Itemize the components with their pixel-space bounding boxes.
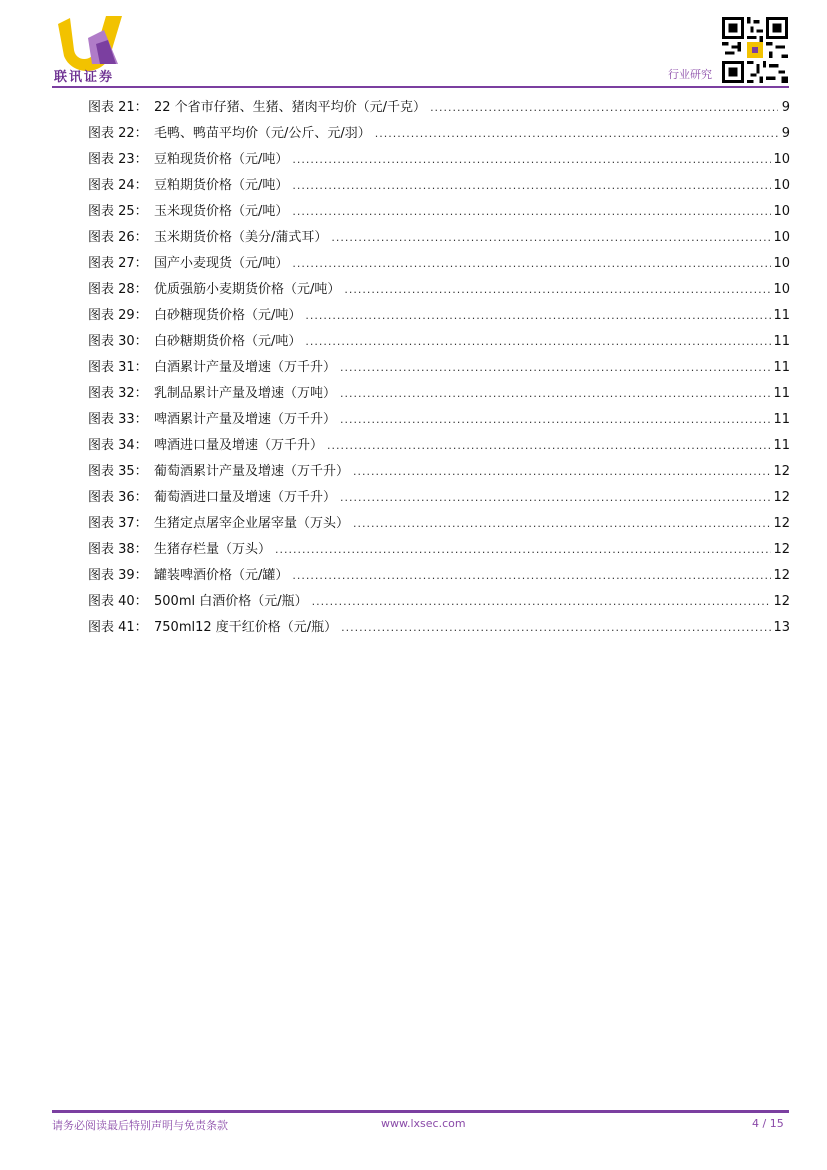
- figure-title: 生猪存栏量（万头）: [154, 542, 272, 557]
- toc-row[interactable]: [88, 514, 790, 540]
- figure-label: 图表 32：: [88, 386, 148, 401]
- page-ref: 10: [773, 204, 790, 219]
- page-ref: 9: [781, 126, 790, 141]
- figure-title: 玉米期货价格（美分/蒲式耳）: [154, 230, 328, 245]
- figure-title: 国产小麦现货（元/吨）: [154, 256, 289, 271]
- figure-label: 图表 25：: [88, 204, 148, 219]
- figure-label: 图表 39：: [88, 568, 148, 583]
- figure-label: 图表 34：: [88, 438, 148, 453]
- figure-label: 图表 35：: [88, 464, 148, 479]
- toc-row[interactable]: [88, 306, 790, 332]
- figure-title: 乳制品累计产量及增速（万吨）: [154, 386, 337, 401]
- figure-label: 图表 40：: [88, 594, 148, 609]
- page-ref: 10: [773, 230, 790, 245]
- page-ref: 11: [773, 412, 790, 427]
- dot-leader: [340, 488, 771, 508]
- figure-title: 优质强筋小麦期货价格（元/吨）: [154, 282, 341, 297]
- dot-leader: [353, 514, 771, 534]
- page-ref: 13: [773, 620, 790, 635]
- page-ref: 9: [781, 100, 790, 115]
- figure-label: 图表 23：: [88, 152, 148, 167]
- dot-leader: [344, 280, 771, 300]
- figure-title: 白酒累计产量及增速（万千升）: [154, 360, 337, 375]
- toc-row[interactable]: [88, 150, 790, 176]
- dot-leader: [292, 202, 771, 222]
- page-ref: 11: [773, 334, 790, 349]
- page-ref: 10: [773, 152, 790, 167]
- toc-row[interactable]: [88, 202, 790, 228]
- toc-row[interactable]: [88, 488, 790, 514]
- figure-title: 啤酒累计产量及增速（万千升）: [154, 412, 337, 427]
- figure-title: 豆粕现货价格（元/吨）: [154, 152, 289, 167]
- dot-leader: [292, 254, 771, 274]
- page-ref: 12: [773, 594, 790, 609]
- dot-leader: [375, 124, 778, 144]
- footer-website-link[interactable]: www.lxsec.com: [381, 1117, 466, 1130]
- figure-label: 图表 26：: [88, 230, 148, 245]
- figure-list: [88, 98, 790, 644]
- figure-label: 图表 28：: [88, 282, 148, 297]
- figure-title: 罐装啤酒价格（元/罐）: [154, 568, 289, 583]
- toc-row[interactable]: [88, 358, 790, 384]
- toc-row[interactable]: [88, 566, 790, 592]
- toc-row[interactable]: [88, 384, 790, 410]
- dot-leader: [305, 306, 771, 326]
- section-label: 行业研究: [668, 68, 712, 81]
- page-ref: 12: [773, 516, 790, 531]
- toc-row[interactable]: [88, 332, 790, 358]
- toc-row[interactable]: [88, 436, 790, 462]
- figure-label: 图表 22：: [88, 126, 148, 141]
- qr-code-icon: [722, 17, 788, 83]
- toc-row[interactable]: [88, 98, 790, 124]
- figure-label: 图表 24：: [88, 178, 148, 193]
- page-ref: 10: [773, 282, 790, 297]
- figure-title: 生猪定点屠宰企业屠宰量（万头）: [154, 516, 350, 531]
- page-ref: 11: [773, 386, 790, 401]
- page-ref: 11: [773, 360, 790, 375]
- figure-label: 图表 31：: [88, 360, 148, 375]
- dot-leader: [292, 566, 771, 586]
- figure-label: 图表 36：: [88, 490, 148, 505]
- toc-row[interactable]: [88, 228, 790, 254]
- toc-row[interactable]: [88, 462, 790, 488]
- toc-row[interactable]: [88, 124, 790, 150]
- dot-leader: [331, 228, 771, 248]
- dot-leader: [430, 98, 778, 118]
- dot-leader: [305, 332, 771, 352]
- figure-title: 750ml12 度干红价格（元/瓶）: [154, 620, 338, 635]
- figure-label: 图表 41：: [88, 620, 148, 635]
- dot-leader: [340, 384, 771, 404]
- dot-leader: [327, 436, 771, 456]
- logo-text: 联讯证券: [54, 70, 115, 85]
- figure-title: 毛鸭、鸭苗平均价（元/公斤、元/羽）: [154, 126, 371, 141]
- dot-leader: [312, 592, 772, 612]
- page-ref: 12: [773, 568, 790, 583]
- page-ref: 11: [773, 438, 790, 453]
- toc-row[interactable]: [88, 176, 790, 202]
- dot-leader: [340, 410, 771, 430]
- page-ref: 10: [773, 256, 790, 271]
- figure-label: 图表 30：: [88, 334, 148, 349]
- figure-label: 图表 29：: [88, 308, 148, 323]
- page-ref: 11: [773, 308, 790, 323]
- figure-label: 图表 21：: [88, 100, 148, 115]
- page-ref: 12: [773, 464, 790, 479]
- footer-disclaimer: 请务必阅读最后特别声明与免责条款: [52, 1119, 228, 1132]
- figure-title: 22 个省市仔猪、生猪、猪肉平均价（元/千克）: [154, 100, 427, 115]
- dot-leader: [340, 358, 771, 378]
- figure-label: 图表 27：: [88, 256, 148, 271]
- figure-title: 豆粕期货价格（元/吨）: [154, 178, 289, 193]
- dot-leader: [292, 176, 771, 196]
- figure-title: 玉米现货价格（元/吨）: [154, 204, 289, 219]
- figure-title: 白砂糖期货价格（元/吨）: [154, 334, 302, 349]
- page-ref: 10: [773, 178, 790, 193]
- figure-title: 葡萄酒进口量及增速（万千升）: [154, 490, 337, 505]
- dot-leader: [292, 150, 771, 170]
- toc-row[interactable]: [88, 618, 790, 644]
- figure-title: 白砂糖现货价格（元/吨）: [154, 308, 302, 323]
- footer-page-number: 4 / 15: [752, 1117, 784, 1130]
- figure-label: 图表 33：: [88, 412, 148, 427]
- header-divider: [52, 86, 789, 88]
- toc-row[interactable]: [88, 592, 790, 618]
- toc-row[interactable]: [88, 254, 790, 280]
- toc-row[interactable]: [88, 540, 790, 566]
- toc-row[interactable]: [88, 410, 790, 436]
- dot-leader: [353, 462, 771, 482]
- dot-leader: [275, 540, 771, 560]
- page-ref: 12: [773, 542, 790, 557]
- dot-leader: [341, 618, 771, 638]
- figure-title: 啤酒进口量及增速（万千升）: [154, 438, 324, 453]
- page-ref: 12: [773, 490, 790, 505]
- figure-label: 图表 37：: [88, 516, 148, 531]
- figure-label: 图表 38：: [88, 542, 148, 557]
- footer-divider: [52, 1110, 789, 1113]
- figure-title: 葡萄酒累计产量及增速（万千升）: [154, 464, 350, 479]
- figure-title: 500ml 白酒价格（元/瓶）: [154, 594, 308, 609]
- toc-row[interactable]: [88, 280, 790, 306]
